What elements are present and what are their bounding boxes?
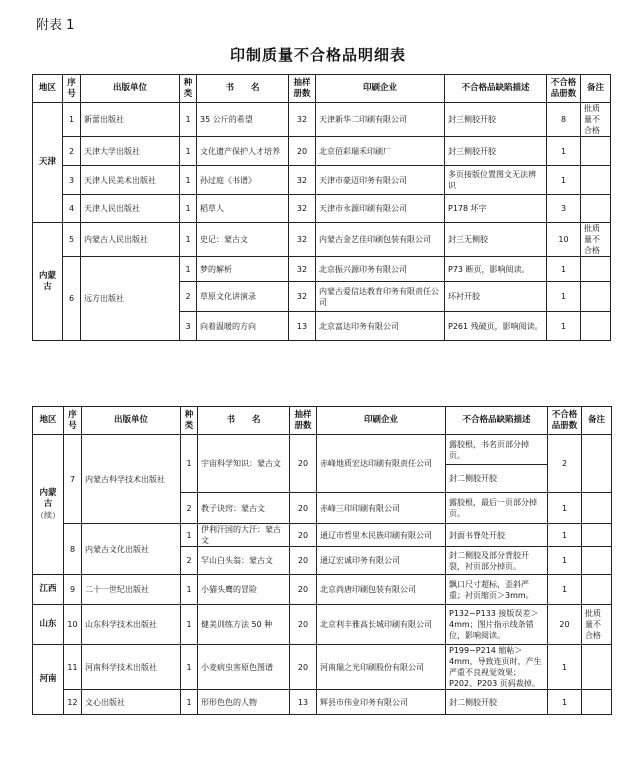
header-book: 书 名 [197,75,289,103]
table-row [33,524,612,547]
sampled-cell: 20 [290,493,317,524]
region-cell [33,435,64,575]
defect-table-1 [32,74,611,341]
failed-cell: 1 [548,690,582,715]
publisher-cell: 山东科学技术出版社 [82,605,181,645]
publisher-cell: 内蒙古科学技术出版社 [82,435,181,524]
book-cell: 文化遗产保护人才培养 [197,137,289,166]
defect-cell: 封二侧胶开胶 [446,465,548,493]
failed-cell: 8 [547,103,581,137]
header-failed: 不合格品册数 [547,75,581,103]
sampled-cell: 13 [289,312,316,341]
header-publisher: 出版单位 [81,75,180,103]
kind-cell: 3 [180,312,197,341]
note-cell [582,645,612,690]
sampled-cell: 32 [289,257,316,282]
book-cell: 35 公斤的希望 [197,103,289,137]
appendix-label: 附表 1 [36,18,75,33]
note-cell [581,257,611,282]
failed-cell: 20 [548,605,582,645]
sampled-cell: 20 [290,605,317,645]
defect-cell: 飘口尺寸超标，歪斜严重；衬页缩页＞3mm。 [446,575,548,605]
book-cell: 伊利汗国的大汗：蒙古文 [198,524,290,547]
book-cell: 草原文化讲演录 [197,282,289,312]
header-kinds: 种类 [180,75,197,103]
sampled-cell: 32 [289,282,316,312]
book-cell: 健美训练方法 50 种 [198,605,290,645]
region-cell: 山东 [33,605,64,645]
defect-cell: 环衬开胶 [445,282,547,312]
region-cell: 河南 [33,645,64,715]
publisher-cell: 文心出版社 [82,690,181,715]
publisher-cell: 天津大学出版社 [81,137,180,166]
defect-cell: 露胶根，最后一页部分掉页。 [446,493,548,524]
publisher-cell: 内蒙古文化出版社 [82,524,181,575]
book-cell: 教子诀窍：蒙古文 [198,493,290,524]
publisher-cell: 远方出版社 [81,257,180,341]
header-sampled: 抽样册数 [289,75,316,103]
sampled-cell: 20 [290,575,317,605]
seq-cell: 4 [63,195,81,223]
header-book: 书 名 [198,407,290,435]
note-cell [582,493,612,524]
table-header-row [33,75,611,103]
header-note: 备注 [582,407,612,435]
failed-cell: 1 [548,547,582,575]
failed-cell: 1 [548,524,582,547]
failed-cell: 1 [547,312,581,341]
book-cell: 形形色色的人物 [198,690,290,715]
failed-cell: 10 [547,223,581,257]
printer-cell: 北京利丰雅高长城印刷有限公司 [317,605,446,645]
table-row [33,690,612,715]
printer-cell: 天津市豪迈印务有限公司 [316,166,445,195]
failed-cell: 1 [548,575,582,605]
kind-cell: 1 [180,103,197,137]
sampled-cell: 20 [289,137,316,166]
kind-cell: 2 [180,282,197,312]
printer-cell: 内蒙古爱信达教育印务有限责任公司 [316,282,445,312]
printer-cell: 辉县市伟业印务有限公司 [317,690,446,715]
printer-cell: 北京振兴源印务有限公司 [316,257,445,282]
defect-cell: 封三侧胶开胶 [445,103,547,137]
table-row [33,166,611,195]
table-row [33,575,612,605]
note-cell [581,282,611,312]
table-row [33,605,612,645]
header-defect: 不合格品缺陷描述 [445,75,547,103]
kind-cell: 1 [181,524,198,547]
header-note: 备注 [581,75,611,103]
table-row [33,257,611,282]
sampled-cell: 32 [289,223,316,257]
defect-cell: 封三侧胶开胶 [445,137,547,166]
note-cell [581,312,611,341]
sampled-cell: 32 [289,103,316,137]
printer-cell: 北京佰彩瑞禾印刷厂 [316,137,445,166]
publisher-cell: 二十一世纪出版社 [82,575,181,605]
region-cell: 江西 [33,575,64,605]
book-cell: 向着温暖的方向 [197,312,289,341]
seq-cell: 3 [63,166,81,195]
seq-cell: 11 [64,645,82,690]
note-cell [582,524,612,547]
kind-cell: 1 [181,435,198,493]
kind-cell: 1 [180,195,197,223]
seq-cell: 7 [64,435,82,524]
header-seq: 序号 [64,407,82,435]
book-cell: 孙过庭《书谱》 [197,166,289,195]
kind-cell: 1 [181,575,198,605]
defect-table-2 [32,406,612,715]
sampled-cell: 32 [289,195,316,223]
sampled-cell: 20 [290,435,317,493]
header-publisher: 出版单位 [82,407,181,435]
failed-cell: 1 [547,137,581,166]
printer-cell: 赤峰地质宏达印刷有限责任公司 [317,435,446,493]
table-row [33,223,611,257]
header-seq: 序号 [63,75,81,103]
printer-cell: 赤峰三印印刷有限公司 [317,493,446,524]
printer-cell: 天津新华二印刷有限公司 [316,103,445,137]
publisher-cell: 河南科学技术出版社 [82,645,181,690]
book-cell: 稻草人 [197,195,289,223]
defect-cell: P178 坏字 [445,195,547,223]
book-cell: 梦的解析 [197,257,289,282]
publisher-cell: 新蕾出版社 [81,103,180,137]
seq-cell: 9 [64,575,82,605]
header-region: 地区 [33,407,64,435]
note-cell [581,195,611,223]
table-row [33,645,612,690]
seq-cell: 5 [63,223,81,257]
defect-cell: P132~P133 接版误差＞4mm；图片指示线条错位，影响阅读。 [446,605,548,645]
seq-cell: 1 [63,103,81,137]
note-cell [582,547,612,575]
sampled-cell: 13 [290,690,317,715]
seq-cell: 6 [63,257,81,341]
defect-cell: 封面书脊处开胶 [446,524,548,547]
printer-cell: 通辽宏诚印务有限公司 [317,547,446,575]
kind-cell: 1 [180,166,197,195]
header-defect: 不合格品缺陷描述 [446,407,548,435]
header-sampled: 抽样册数 [290,407,317,435]
header-printer: 印刷企业 [316,75,445,103]
sampled-cell: 20 [290,547,317,575]
region-cell: 天津 [33,103,63,223]
failed-cell: 1 [547,166,581,195]
sampled-cell: 20 [290,524,317,547]
defect-cell: 封二侧胶及部分背胶开裂，衬页部分掉页。 [446,547,548,575]
region-cell: 内蒙古 [33,223,63,341]
header-printer: 印刷企业 [317,407,446,435]
seq-cell: 10 [64,605,82,645]
kind-cell: 1 [181,605,198,645]
sampled-cell: 32 [289,166,316,195]
book-cell: 小麦病虫害原色图谱 [198,645,290,690]
kind-cell: 1 [180,223,197,257]
failed-cell: 1 [548,645,582,690]
note-cell: 批质量不合格 [582,605,612,645]
book-cell: 史记：蒙古文 [197,223,289,257]
table-header-row [33,407,612,435]
book-cell: 罕山白头翁：蒙古文 [198,547,290,575]
failed-cell: 1 [547,257,581,282]
table-row [33,103,611,137]
seq-cell: 8 [64,524,82,575]
printer-cell: 天津市永源印刷有限公司 [316,195,445,223]
table-row [33,435,612,465]
note-cell [582,690,612,715]
table-row [33,137,611,166]
note-cell: 批质量不合格 [581,223,611,257]
kind-cell: 1 [181,690,198,715]
publisher-cell: 内蒙古人民出版社 [81,223,180,257]
note-cell [582,575,612,605]
printer-cell: 北京富达印务有限公司 [316,312,445,341]
kind-cell: 1 [180,137,197,166]
region-name: 内蒙古 [39,488,57,509]
note-cell: 批质量不合格 [581,103,611,137]
seq-cell: 2 [63,137,81,166]
kind-cell: 2 [181,547,198,575]
seq-cell: 12 [64,690,82,715]
region-continued: （续） [36,511,60,520]
kind-cell: 1 [180,257,197,282]
defect-cell: 露胶根，书名页部分掉页。 [446,435,548,465]
failed-cell: 1 [547,282,581,312]
kind-cell: 2 [181,493,198,524]
defect-cell: P199~P214 缩帖＞4mm，导致连页时，产生严重不良视觉效果；P202、P203 页码裁掉。 [446,645,548,690]
header-kinds: 种类 [181,407,198,435]
table-row [33,195,611,223]
defect-cell: P73 断页，影响阅读。 [445,257,547,282]
printer-cell: 内蒙古金艺佳印刷包装有限公司 [316,223,445,257]
header-failed: 不合格品册数 [548,407,582,435]
defect-cell: 多页接版位置图文无法辨识 [445,166,547,195]
book-cell: 小猫头鹰的冒险 [198,575,290,605]
note-cell [581,166,611,195]
kind-cell: 1 [181,645,198,690]
printer-cell: 通辽市哲里木民族印刷有限公司 [317,524,446,547]
note-cell [582,435,612,493]
printer-cell: 北京尚唐印刷包装有限公司 [317,575,446,605]
failed-cell: 3 [547,195,581,223]
printer-cell: 河南瑞之光印刷股份有限公司 [317,645,446,690]
publisher-cell: 天津人民美术出版社 [81,166,180,195]
failed-cell: 1 [548,493,582,524]
publisher-cell: 天津人民出版社 [81,195,180,223]
sampled-cell: 20 [290,645,317,690]
failed-cell: 2 [548,435,582,493]
defect-cell: 封二侧胶开胶 [446,690,548,715]
defect-cell: P261 残破页，影响阅读。 [445,312,547,341]
document-title: 印制质量不合格品明细表 [229,46,406,64]
header-region: 地区 [33,75,63,103]
defect-cell: 封三无侧胶 [445,223,547,257]
book-cell: 宇宙科学知识：蒙古文 [198,435,290,493]
note-cell [581,137,611,166]
